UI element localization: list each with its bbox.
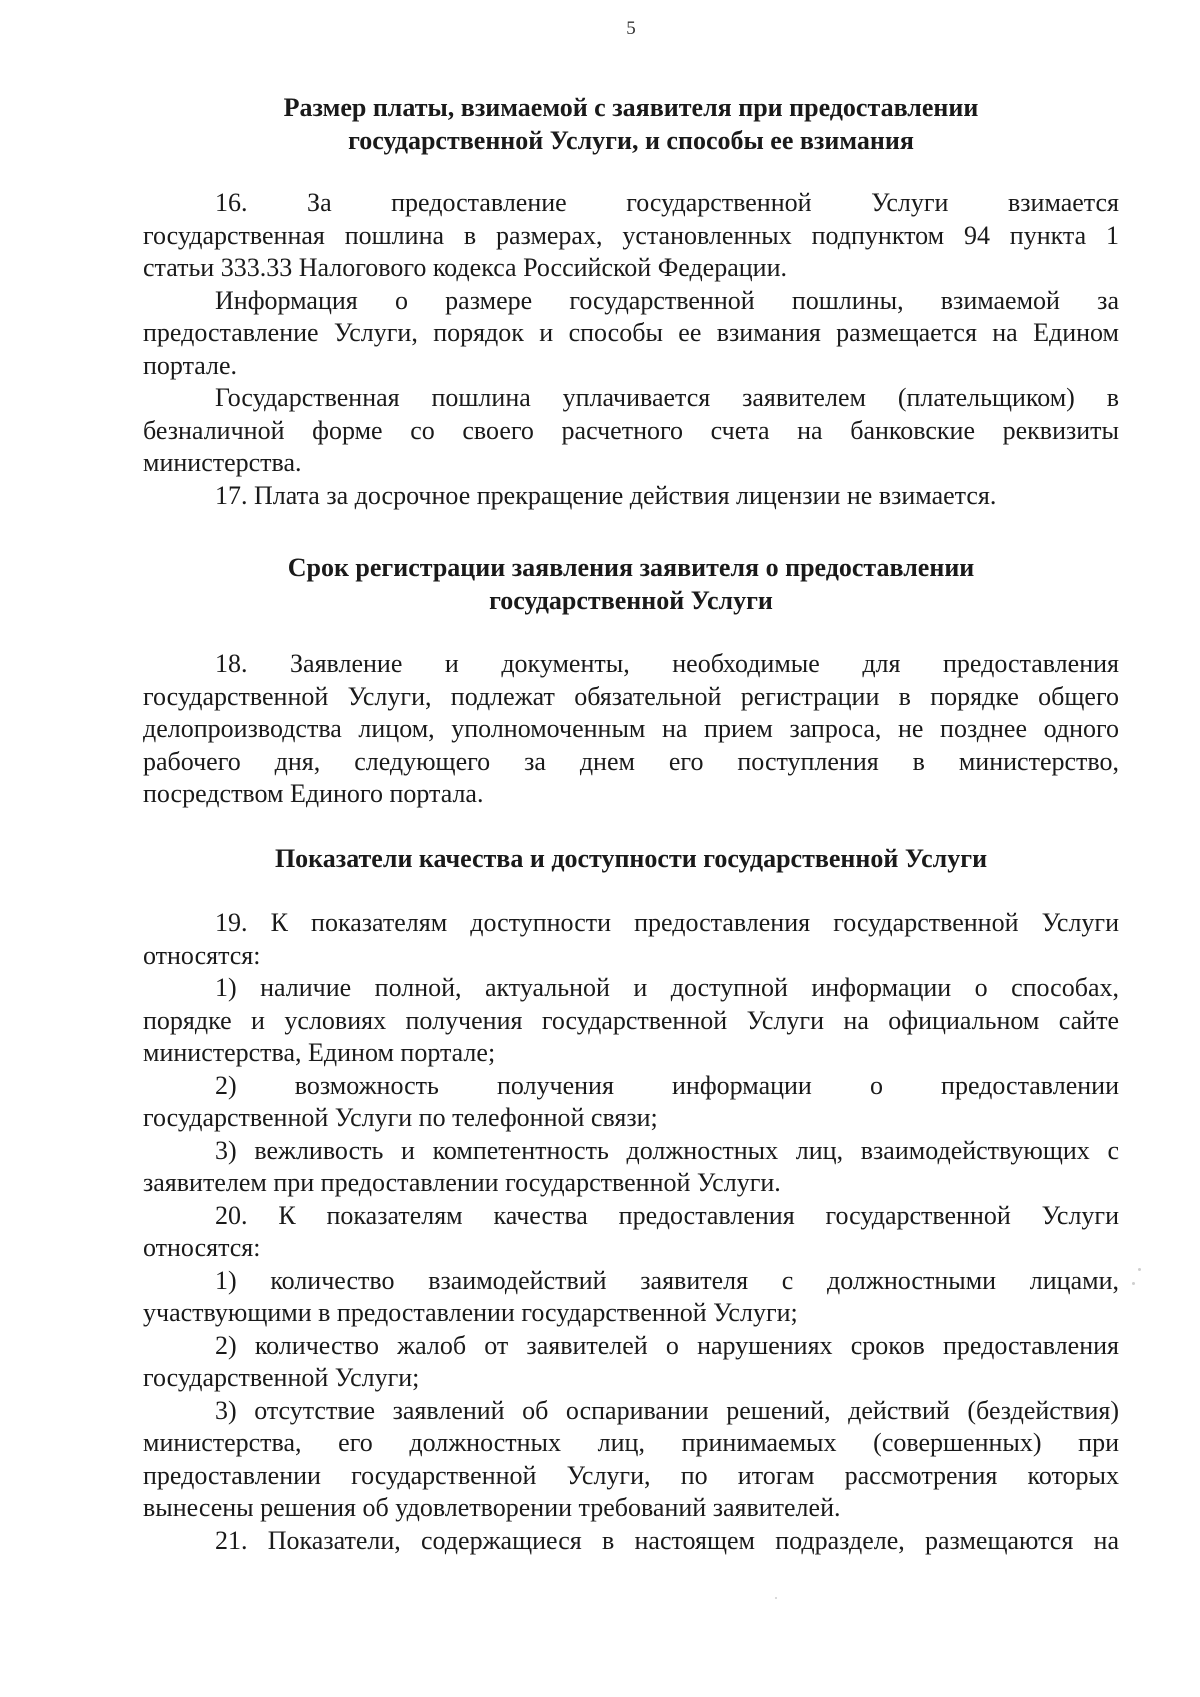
section-body-fee — [143, 187, 1119, 512]
scan-speck — [775, 1597, 777, 1599]
text-line: 3) вежливость и компетентность должностных лиц, взаимодействующих с — [215, 1135, 1119, 1165]
scan-speck — [1132, 1282, 1135, 1285]
section-body-registration — [143, 648, 1119, 811]
text-line: делопроизводства лицом, уполномоченным на прием запроса, не позднее одного — [143, 714, 1119, 743]
text-line: участвующими в предоставлении государственной Услуги; — [143, 1298, 798, 1327]
text-line: государственной Услуги, подлежат обязательной регистрации в порядке общего — [143, 681, 1119, 711]
text-line: 17. Плата за досрочное прекращение действия лицензии не взимается. — [215, 480, 997, 510]
text-line: статьи 333.33 Налогового кодекса Российской Федерации. — [143, 253, 788, 282]
heading-line: Показатели качества и доступности государственной Услуги — [274, 844, 988, 873]
heading-line: Размер платы, взимаемой с заявителя при предоставлении — [283, 93, 979, 122]
text-line: вынесены решения об удовлетворении требований заявителей. — [143, 1493, 841, 1522]
text-line: 3) отсутствие заявлений об оспаривании решений, действий (бездействия) — [215, 1395, 1119, 1425]
text-line: заявителем при предоставлении государственной Услуги. — [143, 1168, 781, 1197]
text-line: министерства, Едином портале; — [143, 1038, 496, 1067]
text-line: рабочего дня, следующего за днем его поступления в министерство, — [143, 746, 1119, 776]
scan-speck — [1138, 1268, 1141, 1271]
text-line: государственной Услуги по телефонной связи; — [143, 1103, 658, 1132]
text-line: относятся: — [143, 1233, 261, 1262]
page-number: 5 — [626, 18, 636, 39]
text-line: государственная пошлина в размерах, установленных подпунктом 94 пункта 1 — [143, 220, 1119, 250]
text-line: Государственная пошлина уплачивается заявителем (плательщиком) в — [215, 383, 1119, 412]
heading-line: государственной Услуги — [489, 586, 773, 615]
section-heading-fee — [143, 91, 1119, 157]
text-line: министерства. — [143, 448, 302, 477]
text-line: предоставление Услуги, порядок и способы ее взимания размещается на Едином — [143, 318, 1119, 347]
text-line: 19. К показателям доступности предоставления государственной Услуги — [215, 908, 1119, 937]
text-line: министерства, его должностных лиц, принимаемых (совершенных) при — [143, 1428, 1119, 1457]
text-line: 21. Показатели, содержащиеся в настоящем подразделе, размещаются на — [215, 1525, 1119, 1555]
heading-line: Срок регистрации заявления заявителя о предоставлении — [287, 553, 975, 582]
text-line: 16. За предоставление государственной Услуги взимается — [215, 188, 1119, 217]
heading-line: государственной Услуги, и способы ее взимания — [348, 126, 914, 155]
text-line: относятся: — [143, 940, 261, 970]
text-line: безналичной форме со своего расчетного счета на банковские реквизиты — [143, 415, 1119, 445]
text-line: предоставлении государственной Услуги, по итогам рассмотрения которых — [143, 1460, 1119, 1490]
text-line: портале. — [143, 350, 238, 380]
text-line: 2) количество жалоб от заявителей о нарушениях сроков предоставления — [215, 1330, 1119, 1360]
text-line: государственной Услуги; — [143, 1363, 420, 1392]
text-line: 1) количество взаимодействий заявителя с должностными лицами, — [215, 1265, 1119, 1295]
text-line: Информация о размере государственной пошлины, взимаемой за — [215, 285, 1119, 315]
text-line: посредством Единого портала. — [143, 779, 484, 808]
text-line: порядке и условиях получения государственной Услуги на официальном сайте — [143, 1005, 1119, 1035]
section-body-quality — [143, 907, 1119, 1557]
section-heading-quality — [143, 842, 1119, 875]
section-heading-registration — [143, 551, 1119, 617]
text-line: 2) возможность получения информации о предоставлении — [215, 1070, 1119, 1100]
text-line: 20. К показателям качества предоставления государственной Услуги — [215, 1200, 1119, 1230]
text-line: 1) наличие полной, актуальной и доступной информации о способах, — [215, 973, 1119, 1002]
text-line: 18. Заявление и документы, необходимые для предоставления — [215, 649, 1119, 678]
